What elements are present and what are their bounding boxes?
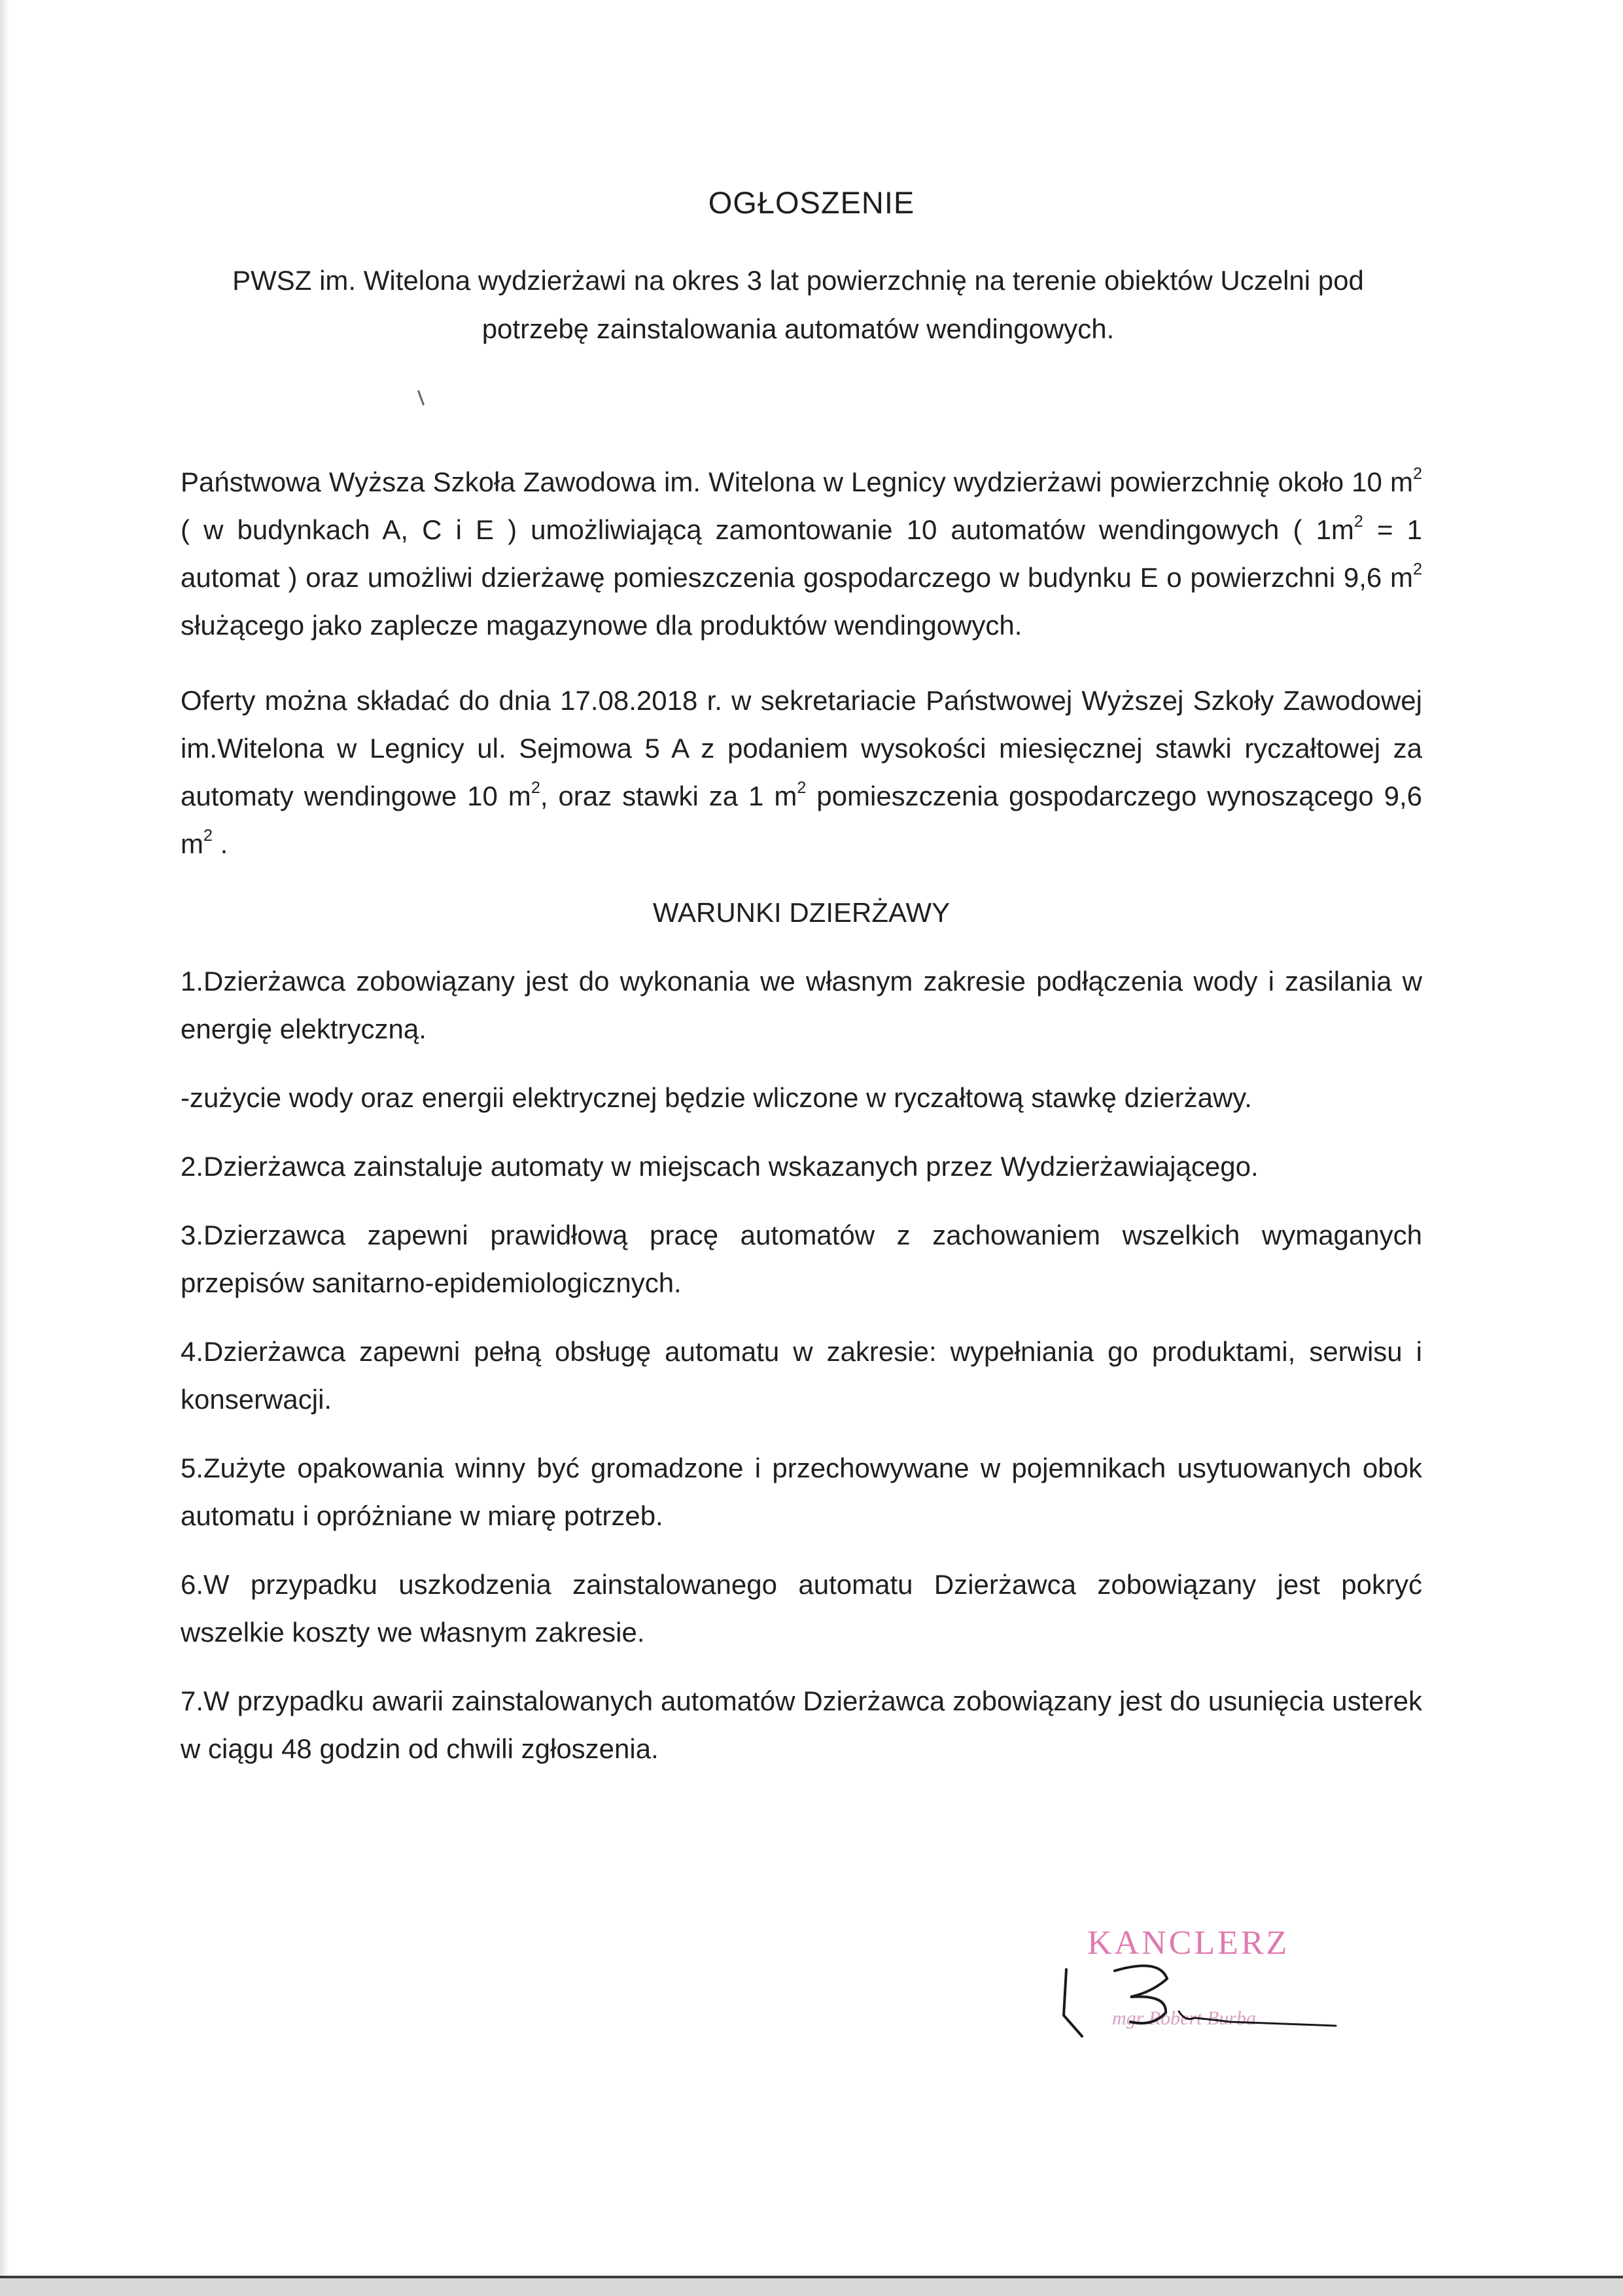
intro-text: [170, 256, 1426, 353]
stamp-name: mgr Robert Burba: [1112, 2007, 1256, 2029]
handwritten-signature: [1055, 1924, 1395, 2055]
condition-item: 3.Dzierzawca zapewni prawidłową pracę automatów z zachowaniem wszelkich wymaganych przepisów sanitarno-epidemiologicznych.: [181, 1220, 1422, 1298]
intro-line-1: PWSZ im. Witelona wydzierżawi na okres 3 lat powierzchnię na terenie obiektów Uczelni pod: [232, 265, 1364, 296]
document-title: OGŁOSZENIE: [708, 185, 915, 220]
intro-line-2: potrzebę zainstalowania automatów wendingowych.: [481, 313, 1115, 344]
condition-item: 1.Dzierżawca zobowiązany jest do wykonania we własnym zakresie podłączenia wody i zasilania w energię elektryczną.: [181, 966, 1422, 1044]
paragraph-area-description: Państwowa Wyższa Szkoła Zawodowa im. Witelona w Legnicy wydzierżawi powierzchnię około 10 $m^2$ ( w budynkach A, C i E ) umożliwiającą zamontowanie 10 automatów wendingowych ( $1m^2 = 1$ automat ) oraz umożliwi dzierżawę pomieszczenia gospodarczego w budynku E o powierzchni 9,6 $m^2$ służącego jako zaplecze magazynowe dla produktów wendingowych.: [181, 465, 1422, 641]
document-body: [181, 458, 1422, 1793]
stamp-title: KANCLERZ: [1087, 1924, 1290, 1962]
condition-item: 2.Dzierżawca zainstaluje automaty w miejscach wskazanych przez Wydzierżawiającego.: [181, 1151, 1259, 1182]
scan-edge-shadow: [0, 0, 9, 2276]
section-heading: WARUNKI DZIERŻAWY: [652, 897, 951, 928]
paragraph-offer-terms: Oferty można składać do dnia 17.08.2018 r. w sekretariacie Państwowej Wyższej Szkoły Zawodowej im.Witelona w Legnicy ul. Sejmowa 5 A z podaniem wysokości miesięcznej stawki ryczałtowej za automaty wendingowe 10 $m^2$, oraz stawki za 1 $m^2$ pomieszczenia gospodarczego wynoszącego 9,6 $m^2$ .: [181, 685, 1423, 859]
chancellor-stamp: [1055, 1924, 1395, 2055]
condition-item: 5.Zużyte opakowania winny być gromadzone i przechowywane w pojemnikach usytuowanych obok automatu i opróżniane w miarę potrzeb.: [181, 1453, 1422, 1531]
scan-bottom-shade: [0, 2278, 1623, 2296]
stray-pen-mark: [417, 390, 425, 406]
condition-item: -zużycie wody oraz energii elektrycznej będzie wliczone w ryczałtową stawkę dzierżawy.: [181, 1082, 1252, 1113]
condition-item: 6.W przypadku uszkodzenia zainstalowanego automatu Dzierżawca zobowiązany jest pokryć wszelkie koszty we własnym zakresie.: [181, 1569, 1422, 1648]
condition-item: 7.W przypadku awarii zainstalowanych automatów Dzierżawca zobowiązany jest do usunięcia usterek w ciągu 48 godzin od chwili zgłoszenia.: [181, 1686, 1422, 1764]
condition-item: 4.Dzierżawca zapewni pełną obsługę automatu w zakresie: wypełniania go produktami, serwisu i konserwacji.: [181, 1336, 1422, 1415]
